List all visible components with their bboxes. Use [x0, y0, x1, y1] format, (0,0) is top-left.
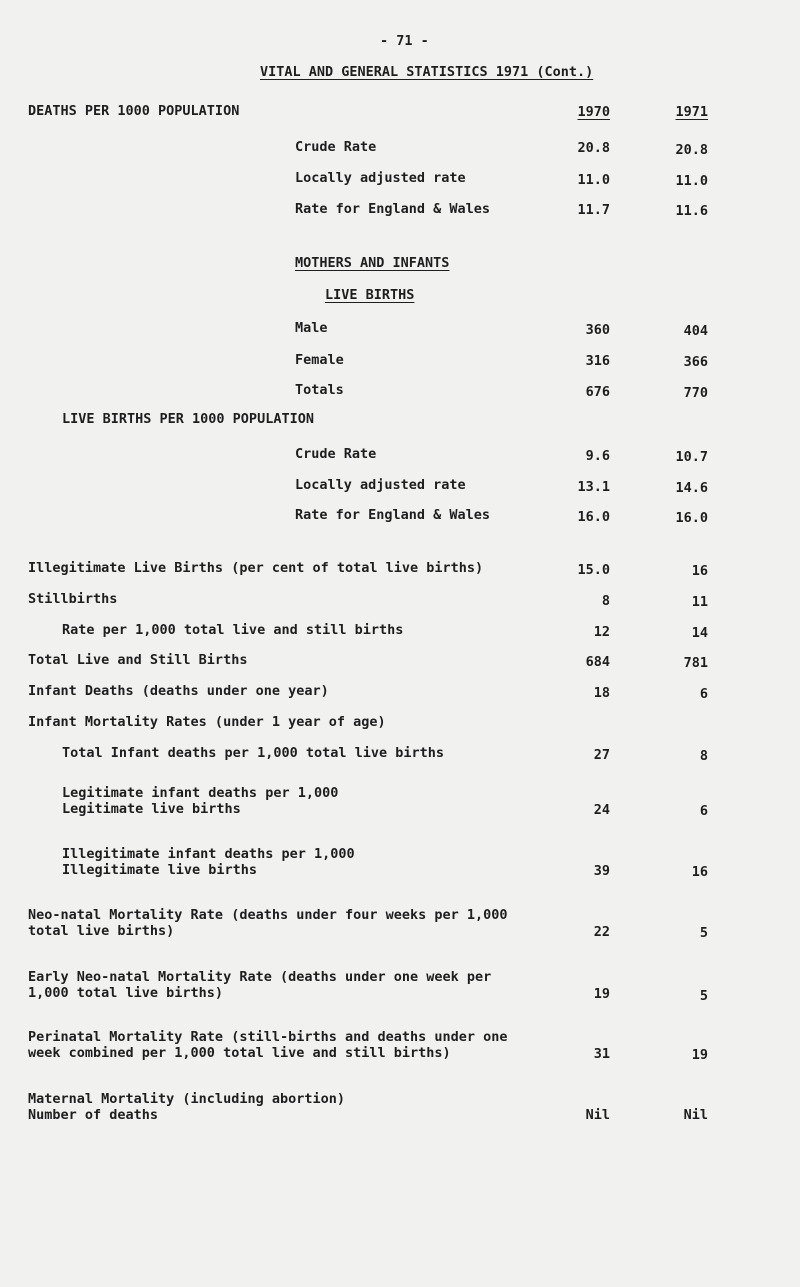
row-label: Rate for England & Wales	[295, 507, 491, 523]
row-label-line2: total live births)	[28, 923, 175, 939]
value-1970: 20.8	[577, 140, 610, 156]
page-number: - 71 -	[380, 33, 429, 49]
value-1971: 404	[683, 323, 708, 339]
row-label: Maternal Mortality (including abortion)	[28, 1091, 345, 1107]
value-1970: 9.6	[585, 448, 610, 464]
value-1971: 366	[683, 354, 708, 370]
row-label: Stillbirths	[28, 591, 118, 607]
deaths-heading: DEATHS PER 1000 POPULATION	[28, 103, 240, 119]
value-1971: 6	[699, 686, 708, 702]
live-births-heading: LIVE BIRTHS	[325, 287, 415, 303]
row-label: Legitimate infant deaths per 1,000	[62, 785, 339, 801]
value-1971: 11.0	[675, 173, 708, 189]
value-1970: 24	[593, 802, 610, 818]
value-1971: 16	[691, 864, 708, 880]
value-1970: 676	[585, 384, 610, 400]
row-label: Locally adjusted rate	[295, 170, 466, 186]
value-1970: 31	[593, 1046, 610, 1062]
row-label: Rate per 1,000 total live and still births	[62, 622, 404, 638]
value-1971: 6	[699, 803, 708, 819]
value-1971: 16.0	[675, 510, 708, 526]
row-label-line2: Illegitimate live births	[62, 862, 258, 878]
value-1971: 20.8	[675, 142, 708, 158]
value-1970: 11.0	[577, 172, 610, 188]
row-label-line2: Number of deaths	[28, 1107, 159, 1123]
row-label: Illegitimate Live Births (per cent of total live births)	[28, 560, 484, 576]
value-1971: 5	[699, 988, 708, 1004]
value-1970: 360	[585, 322, 610, 338]
year-header-1970: 1970	[577, 104, 610, 120]
row-label: Female	[295, 352, 344, 368]
row-label-line2: Legitimate live births	[62, 801, 241, 817]
row-label-line2: 1,000 total live births)	[28, 985, 224, 1001]
row-label: Neo-natal Mortality Rate (deaths under four weeks per 1,000	[28, 907, 508, 923]
value-1970: 12	[593, 624, 610, 640]
year-header-1971: 1971	[675, 104, 708, 120]
value-1971: 8	[699, 748, 708, 764]
value-1970: 684	[585, 654, 610, 670]
value-1971: 14.6	[675, 480, 708, 496]
row-label: Crude Rate	[295, 139, 377, 155]
value-1970: 11.7	[577, 202, 610, 218]
value-1971: 770	[683, 385, 708, 401]
row-label: Infant Deaths (deaths under one year)	[28, 683, 329, 699]
value-1970: 27	[593, 747, 610, 763]
section-heading: Infant Mortality Rates (under 1 year of age)	[28, 714, 386, 730]
births-rate-heading: LIVE BIRTHS PER 1000 POPULATION	[62, 411, 314, 427]
row-label: Locally adjusted rate	[295, 477, 466, 493]
value-1971: 19	[691, 1047, 708, 1063]
value-1971: 14	[691, 625, 708, 641]
mothers-heading: MOTHERS AND INFANTS	[295, 255, 450, 271]
value-1970: 8	[601, 593, 610, 609]
value-1970: 18	[593, 685, 610, 701]
row-label: Total Infant deaths per 1,000 total live births	[62, 745, 445, 761]
value-1970: 39	[593, 863, 610, 879]
row-label: Total Live and Still Births	[28, 652, 248, 668]
value-1971: 10.7	[675, 449, 708, 465]
value-1971: 16	[691, 563, 708, 579]
row-label: Perinatal Mortality Rate (still-births and deaths under one	[28, 1029, 508, 1045]
value-1970: 22	[593, 924, 610, 940]
value-1971: 781	[683, 655, 708, 671]
value-1970: 19	[593, 986, 610, 1002]
row-label: Early Neo-natal Mortality Rate (deaths under one week per	[28, 969, 492, 985]
page-title: VITAL AND GENERAL STATISTICS 1971 (Cont.)	[260, 64, 594, 80]
value-1970: 316	[585, 353, 610, 369]
value-1971: 11	[691, 594, 708, 610]
value-1970: 15.0	[577, 562, 610, 578]
row-label: Crude Rate	[295, 446, 377, 462]
row-label: Male	[295, 320, 328, 336]
value-1970: Nil	[585, 1107, 610, 1123]
value-1970: 13.1	[577, 479, 610, 495]
row-label: Illegitimate infant deaths per 1,000	[62, 846, 355, 862]
row-label: Rate for England & Wales	[295, 201, 491, 217]
value-1970: 16.0	[577, 509, 610, 525]
value-1971: 11.6	[675, 203, 708, 219]
value-1971: 5	[699, 925, 708, 941]
row-label-line2: week combined per 1,000 total live and still births)	[28, 1045, 451, 1061]
row-label: Totals	[295, 382, 344, 398]
value-1971: Nil	[683, 1107, 708, 1123]
